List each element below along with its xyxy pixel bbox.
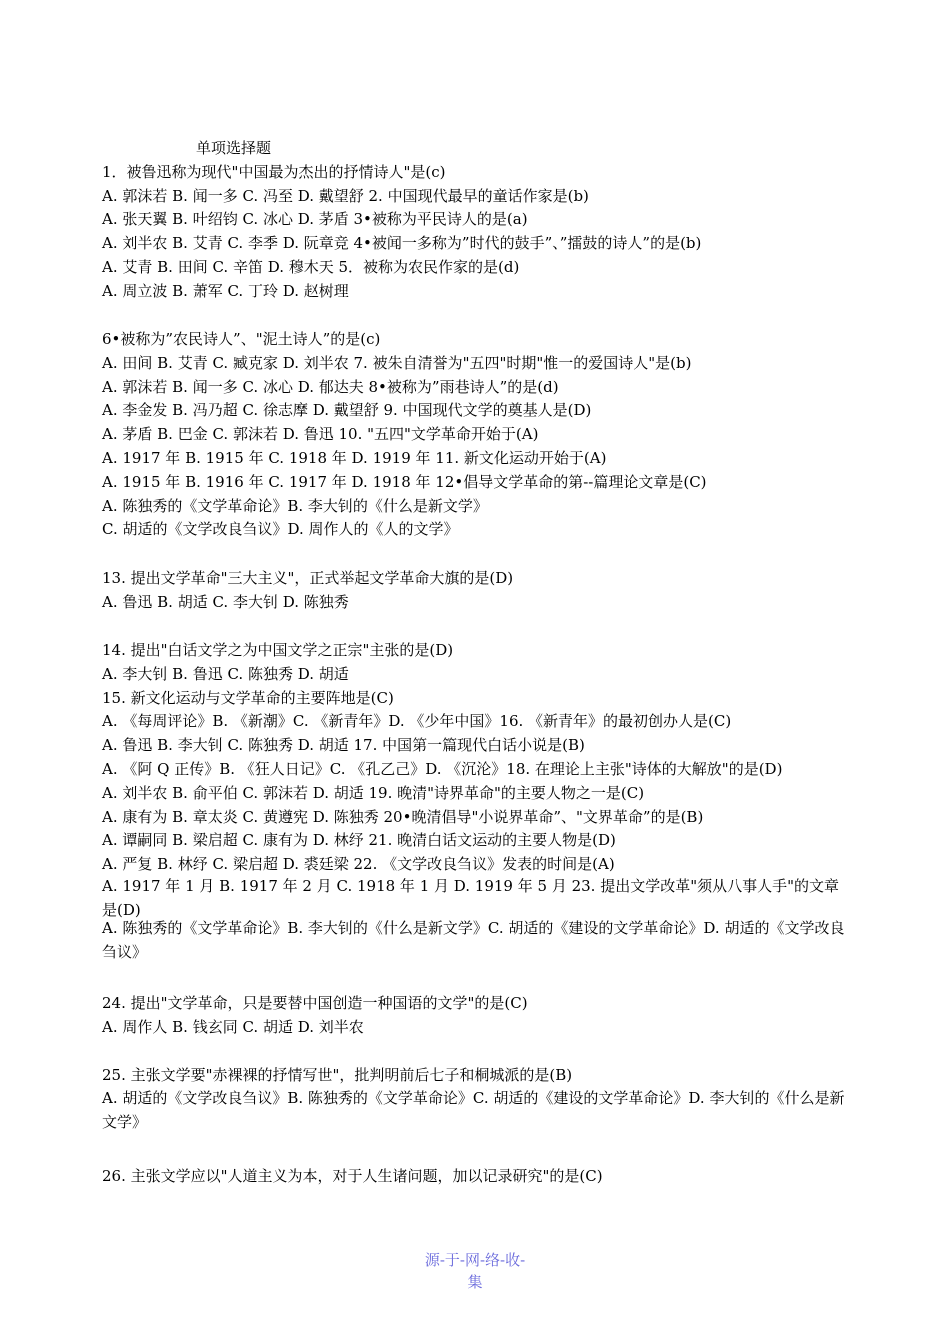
question-line: A. 陈独秀的《文学革命论》B. 李大钊的《什么是新文学》 [102,497,488,515]
question-line: A. 郭沫若 B. 闻一多 C. 冰心 D. 郁达夫 8•被称为”雨巷诗人”的是(d) [102,378,559,396]
question-line: 24. 提出"文学革命，只是要替中国创造一种国语的文学"的是(C) [102,994,528,1012]
question-line: 14. 提出"白话文学之为中国文学之正宗"主张的是(D) [102,641,454,659]
question-line: A. 《阿 Q 正传》B. 《狂人日记》C. 《孔乙己》D. 《沉沦》18. 在理论上主张"诗体的大解放"的是(D) [102,760,783,778]
question-line: A. 李大钊 B. 鲁迅 C. 陈独秀 D. 胡适 [102,665,349,683]
question-line: 6•被称为”农民诗人”、"泥土诗人”的是(c) [102,330,381,348]
question-line: A. 李金发 B. 冯乃超 C. 徐志摩 D. 戴望舒 9. 中国现代文学的奠基人是(D) [102,401,592,419]
question-line: A. 刘半农 B. 艾青 C. 李季 D. 阮章竞 4•被闻一多称为”时代的鼓手”、”擂鼓的诗人”的是(b) [102,234,702,252]
question-line: A. 郭沫若 B. 闻一多 C. 冯至 D. 戴望舒 2. 中国现代最早的童话作家是(b) [102,187,589,205]
section-heading: 单项选择题 [196,139,272,157]
question-line: 26. 主张文学应以"人道主义为本，对于人生诸问题，加以记录研究"的是(C) [102,1167,603,1185]
question-line: A. 《每周评论》B. 《新潮》C. 《新青年》D. 《少年中国》16. 《新青年》的最初创办人是(C) [102,712,732,730]
question-line: A. 刘半农 B. 俞平伯 C. 郭沫若 D. 胡适 19. 晚清"诗界革命"的主要人物之一是(C) [102,784,645,802]
question-line: A. 鲁迅 B. 胡适 C. 李大钊 D. 陈独秀 [102,593,349,611]
question-line: A. 田间 B. 艾青 C. 臧克家 D. 刘半农 7. 被朱自清誉为"五四"时期"惟一的爱国诗人"是(b) [102,354,692,372]
question-line: A. 康有为 B. 章太炎 C. 黄遵宪 D. 陈独秀 20•晚清倡导"小说界革命”、"文界革命”的是(B) [102,808,704,826]
question-line: A. 艾青 B. 田间 C. 辛笛 D. 穆木天 5．被称为农民作家的是(d) [102,258,520,276]
question-line: 15. 新文化运动与文学革命的主要阵地是(C) [102,689,394,707]
footer-source-note-continued: 集 [467,1273,483,1291]
question-line: A. 胡适的《文学改良刍议》B. 陈独秀的《文学革命论》C. 胡适的《建设的文学革命论》D. 李大钊的《什么是新文学》 [102,1089,845,1131]
question-line: A. 严复 B. 林纾 C. 梁启超 D. 裘廷梁 22. 《文学改良刍议》发表的时间是(A) [102,855,615,873]
question-line: C. 胡适的《文学改良刍议》D. 周作人的《人的文学》 [102,520,459,538]
question-line: A. 鲁迅 B. 李大钊 C. 陈独秀 D. 胡适 17. 中国第一篇现代白话小说是(B) [102,736,585,754]
footer-source-note: 源-于-网-络-收- [424,1251,526,1269]
question-line: A. 1917 年 B. 1915 年 C. 1918 年 D. 1919 年 11. 新文化运动开始于(A) [102,449,607,467]
question-line: A. 茅盾 B. 巴金 C. 郭沫若 D. 鲁迅 10. "五四"文学革命开始于(A) [102,425,539,443]
question-line: A. 张天翼 B. 叶绍钧 C. 冰心 D. 茅盾 3•被称为平民诗人的是(a) [102,210,528,228]
question-line: A. 1917 年 1 月 B. 1917 年 2 月 C. 1918 年 1 月 D. 1919 年 5 月 23. 提出文学改革"须从八事人手"的文章是(D) [102,877,840,919]
question-line: A. 1915 年 B. 1916 年 C. 1917 年 D. 1918 年 12•倡导文学革命的第--篇理论文章是(C) [102,473,707,491]
question-line: A. 谭嗣同 B. 梁启超 C. 康有为 D. 林纾 21. 晚清白话文运动的主要人物是(D) [102,831,616,849]
question-line: 1．被鲁迅称为现代"中国最为杰出的抒情诗人"是(c) [102,163,446,181]
question-line: 13. 提出文学革命"三大主义"，正式举起文学革命大旗的是(D) [102,569,514,587]
question-line: 25. 主张文学要"赤裸裸的抒情写世"，批判明前后七子和桐城派的是(B) [102,1066,573,1084]
question-line: A. 周立波 B. 萧军 C. 丁玲 D. 赵树理 [102,282,349,300]
question-line: A. 周作人 B. 钱玄同 C. 胡适 D. 刘半农 [102,1018,364,1036]
question-line: A. 陈独秀的《文学革命论》B. 李大钊的《什么是新文学》C. 胡适的《建设的文学革命论》D. 胡适的《文学改良刍议》 [102,919,845,961]
